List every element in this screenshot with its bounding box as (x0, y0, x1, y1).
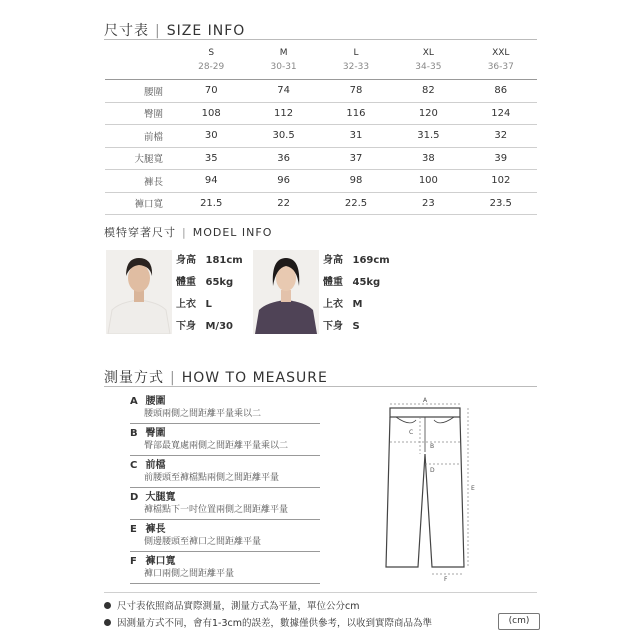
weight-label: 體重 (176, 277, 196, 288)
measure-item-f (130, 555, 320, 584)
table-cell: 30 (175, 125, 247, 148)
title-separator: | (182, 226, 187, 239)
table-cell: 22 (247, 192, 319, 215)
row-label: 大腿寬 (105, 147, 175, 170)
table-row (105, 147, 537, 170)
unit-badge: (cm) (498, 613, 540, 630)
model-2-weight (323, 272, 390, 294)
table-cell: 31.5 (392, 125, 464, 148)
bullet-icon (104, 619, 111, 626)
measure-letter: D (130, 492, 139, 503)
table-row (105, 102, 537, 125)
model-1-photo (106, 250, 172, 334)
pants-pocket-right (434, 417, 454, 423)
table-cell: 100 (392, 170, 464, 193)
diagram-label-c: C (409, 429, 414, 436)
size-name: XL (422, 48, 434, 58)
table-cell: 38 (392, 147, 464, 170)
note-2 (104, 615, 432, 629)
measure-name: 大腿寬 (145, 492, 176, 503)
measure-item-a (130, 395, 320, 424)
table-cell: 98 (320, 170, 392, 193)
table-cell: 82 (392, 80, 464, 103)
table-cell: 23.5 (465, 192, 537, 215)
size-info-title-cn: 尺寸表 (104, 23, 149, 39)
table-cell: 70 (175, 80, 247, 103)
note-text: 因測量方式不同，會有1-3cm的誤差，數據僅供參考，以收到實際商品為準 (117, 618, 432, 629)
title-separator: | (170, 370, 176, 386)
measure-desc: 褲檔點下一吋位置兩側之間距離平量 (130, 504, 320, 520)
model-2-info (323, 250, 390, 338)
measure-item-head (130, 555, 320, 568)
measure-letter: A (130, 396, 138, 407)
size-info-rule (104, 39, 537, 40)
table-cell: 124 (465, 102, 537, 125)
notes-rule (104, 592, 537, 593)
size-info-title (104, 20, 245, 40)
size-range: 34-35 (415, 62, 442, 72)
row-label: 前檔 (105, 125, 175, 148)
model-2-bottom (323, 316, 390, 338)
measure-item-head (130, 427, 320, 440)
top-value: L (205, 299, 212, 310)
table-cell: 96 (247, 170, 319, 193)
measure-item-head (130, 395, 320, 408)
measure-letter: E (130, 524, 137, 535)
table-cell: 108 (175, 102, 247, 125)
height-label: 身高 (323, 255, 343, 266)
size-name: L (353, 48, 359, 58)
row-label: 腰圍 (105, 80, 175, 103)
measure-name: 褲口寬 (145, 556, 176, 567)
bottom-value: S (352, 321, 360, 332)
size-range: 28-29 (198, 62, 225, 72)
measure-item-head (130, 459, 320, 472)
size-header-m (247, 44, 319, 80)
height-label: 身高 (176, 255, 196, 266)
pants-pocket-left (396, 417, 416, 423)
measure-title-cn: 測量方式 (104, 370, 164, 386)
table-cell: 102 (465, 170, 537, 193)
size-table (105, 44, 537, 215)
measure-desc: 褲口兩側之間距離平量 (130, 568, 320, 584)
weight-label: 體重 (323, 277, 343, 288)
model-1-bottom (176, 316, 243, 338)
table-cell: 21.5 (175, 192, 247, 215)
size-name: S (208, 48, 215, 58)
table-cell: 78 (320, 80, 392, 103)
size-range: 36-37 (487, 62, 514, 72)
height-value: 181cm (205, 255, 243, 266)
size-header-l (320, 44, 392, 80)
table-cell: 22.5 (320, 192, 392, 215)
weight-value: 45kg (352, 277, 381, 288)
table-row (105, 80, 537, 103)
note-text: 尺寸表依照商品實際測量，測量方式為平量，單位公分cm (117, 601, 360, 612)
pants-diagram (380, 392, 480, 582)
bullet-icon (104, 602, 111, 609)
bottom-label: 下身 (323, 321, 343, 332)
row-label: 褲口寬 (105, 192, 175, 215)
row-label: 臀圍 (105, 102, 175, 125)
row-label: 褲長 (105, 170, 175, 193)
table-cell: 37 (320, 147, 392, 170)
table-row (105, 170, 537, 193)
model-1-top (176, 294, 243, 316)
size-header-xl (392, 44, 464, 80)
measure-title-en: HOW TO MEASURE (181, 370, 328, 386)
measure-item-b (130, 427, 320, 456)
model-2-photo (253, 250, 319, 334)
table-cell: 36 (247, 147, 319, 170)
diagram-label-f: F (444, 576, 448, 582)
measure-desc: 側邊腰頭至褲口之間距離平量 (130, 536, 320, 552)
measure-letter: F (130, 556, 137, 567)
top-label: 上衣 (323, 299, 343, 310)
diagram-label-d: D (430, 467, 435, 474)
table-cell: 74 (247, 80, 319, 103)
measure-item-c (130, 459, 320, 488)
diagram-label-b: B (430, 443, 435, 450)
measure-name: 前檔 (145, 460, 166, 471)
model-2-height (323, 250, 390, 272)
size-header-xxl (465, 44, 537, 80)
size-header-blank (105, 44, 175, 80)
size-name: M (279, 48, 288, 58)
measure-name: 腰圍 (145, 396, 166, 407)
measure-item-head (130, 491, 320, 504)
measure-letter: C (130, 460, 138, 471)
model-info-title (104, 224, 272, 240)
measure-item-head (130, 523, 320, 536)
size-range: 30-31 (270, 62, 297, 72)
table-cell: 31 (320, 125, 392, 148)
table-cell: 112 (247, 102, 319, 125)
diagram-label-a: A (423, 397, 428, 404)
table-cell: 32 (465, 125, 537, 148)
size-name: XXL (492, 48, 510, 58)
title-separator: | (155, 23, 161, 39)
measure-desc: 前腰頭至褲檔點兩側之間距離平量 (130, 472, 320, 488)
table-cell: 116 (320, 102, 392, 125)
table-cell: 86 (465, 80, 537, 103)
height-value: 169cm (352, 255, 390, 266)
top-value: M (352, 299, 363, 310)
measure-name: 臀圍 (145, 428, 166, 439)
model-1-weight (176, 272, 243, 294)
table-row (105, 192, 537, 215)
measure-name: 褲長 (145, 524, 166, 535)
measure-title (104, 367, 328, 387)
size-header-s (175, 44, 247, 80)
bottom-label: 下身 (176, 321, 196, 332)
measure-item-e (130, 523, 320, 552)
table-cell: 35 (175, 147, 247, 170)
size-info-title-en: SIZE INFO (166, 23, 246, 39)
table-cell: 30.5 (247, 125, 319, 148)
model-2-figure-icon (253, 250, 319, 334)
diagram-label-e: E (471, 485, 475, 492)
model-2-top (323, 294, 390, 316)
measure-item-d (130, 491, 320, 520)
model-1-height (176, 250, 243, 272)
measure-rule (104, 386, 537, 387)
measure-desc: 腰頭兩側之間距離平量乘以二 (130, 408, 320, 424)
top-label: 上衣 (176, 299, 196, 310)
measure-desc: 臀部最寬處兩側之間距離平量乘以二 (130, 440, 320, 456)
measure-letter: B (130, 428, 138, 439)
size-range: 32-33 (342, 62, 370, 72)
model-info-title-en: MODEL INFO (192, 226, 273, 239)
table-cell: 39 (465, 147, 537, 170)
model-1-info (176, 250, 243, 338)
note-1 (104, 598, 359, 612)
table-cell: 23 (392, 192, 464, 215)
size-header-row (105, 44, 537, 80)
table-cell: 94 (175, 170, 247, 193)
table-row (105, 125, 537, 148)
model-1-figure-icon (106, 250, 172, 334)
pants-waistband (390, 408, 460, 417)
bottom-value: M/30 (205, 321, 234, 332)
weight-value: 65kg (205, 277, 234, 288)
table-cell: 120 (392, 102, 464, 125)
model-info-title-cn: 模特穿著尺寸 (104, 226, 176, 239)
